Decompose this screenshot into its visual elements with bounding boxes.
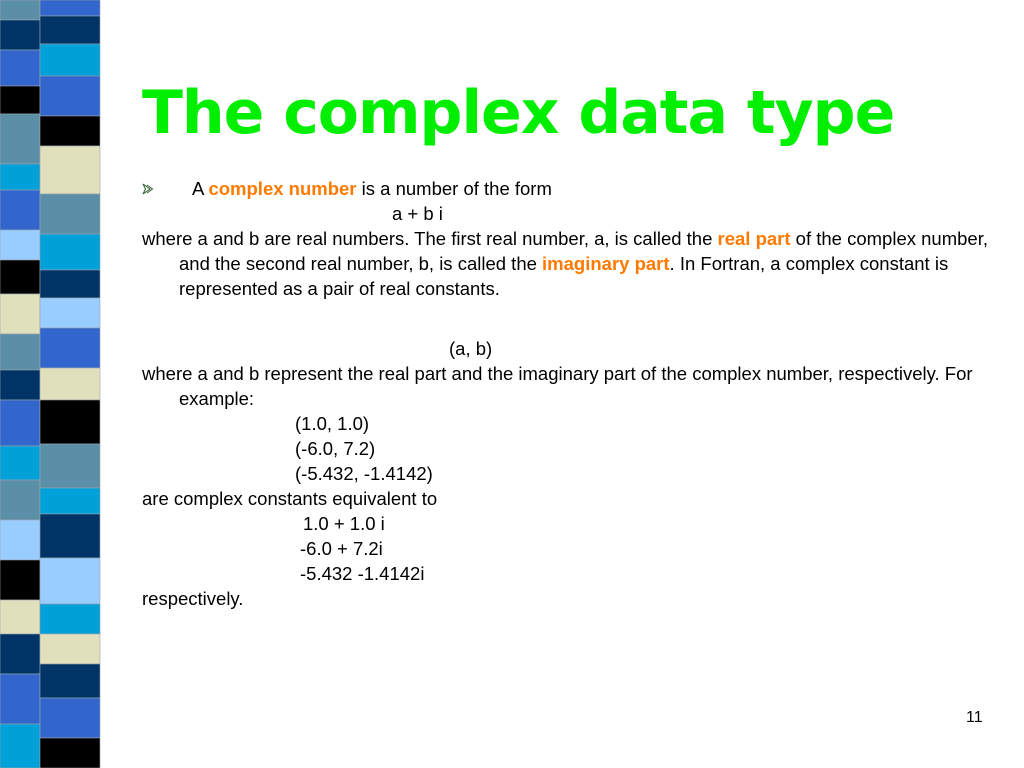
bullet-text-pre: A: [192, 178, 209, 199]
arrow-bullet-icon: [142, 183, 154, 195]
term-imaginary-part: imaginary part: [542, 253, 670, 274]
slide-title: The complex data type: [142, 78, 895, 148]
decorative-stripe: [0, 0, 120, 768]
para1-text1: where a and b are real numbers. The first real number, a, is called the: [142, 228, 718, 249]
para1-text2: of the complex number, and the second real number, b, is called the: [179, 228, 988, 274]
paragraph-pair-explanation: where a and b represent the real part and the imaginary part of the complex number, respectively. For example:: [142, 363, 973, 409]
paragraph-definition: [142, 226, 1004, 301]
equivalent-2: -6.0 + 7.2i: [300, 538, 383, 559]
page-number: 11: [966, 709, 983, 726]
equivalent-3: -5.432 -1.4142i: [300, 563, 425, 584]
para1-text3: . In Fortran, a complex constant is represented as a pair of real constants.: [179, 253, 949, 299]
pair-form: (a, b): [449, 338, 493, 359]
closing-text: respectively.: [142, 588, 244, 609]
term-real-part: real part: [717, 228, 791, 249]
example-2: (-6.0, 7.2): [295, 438, 376, 459]
example-1: (1.0, 1.0): [295, 413, 370, 434]
equivalent-1: 1.0 + 1.0 i: [303, 513, 385, 534]
example-3: (-5.432, -1.4142): [295, 463, 433, 484]
bullet-item: [142, 176, 1004, 201]
term-complex-number: complex number: [208, 178, 357, 199]
bullet-text-post: is a number of the form: [356, 178, 552, 199]
spacer: [142, 301, 1004, 336]
equivalence-text: are complex constants equivalent to: [142, 488, 438, 509]
slide-body: [142, 176, 1004, 611]
formula: a + b i: [392, 203, 443, 224]
